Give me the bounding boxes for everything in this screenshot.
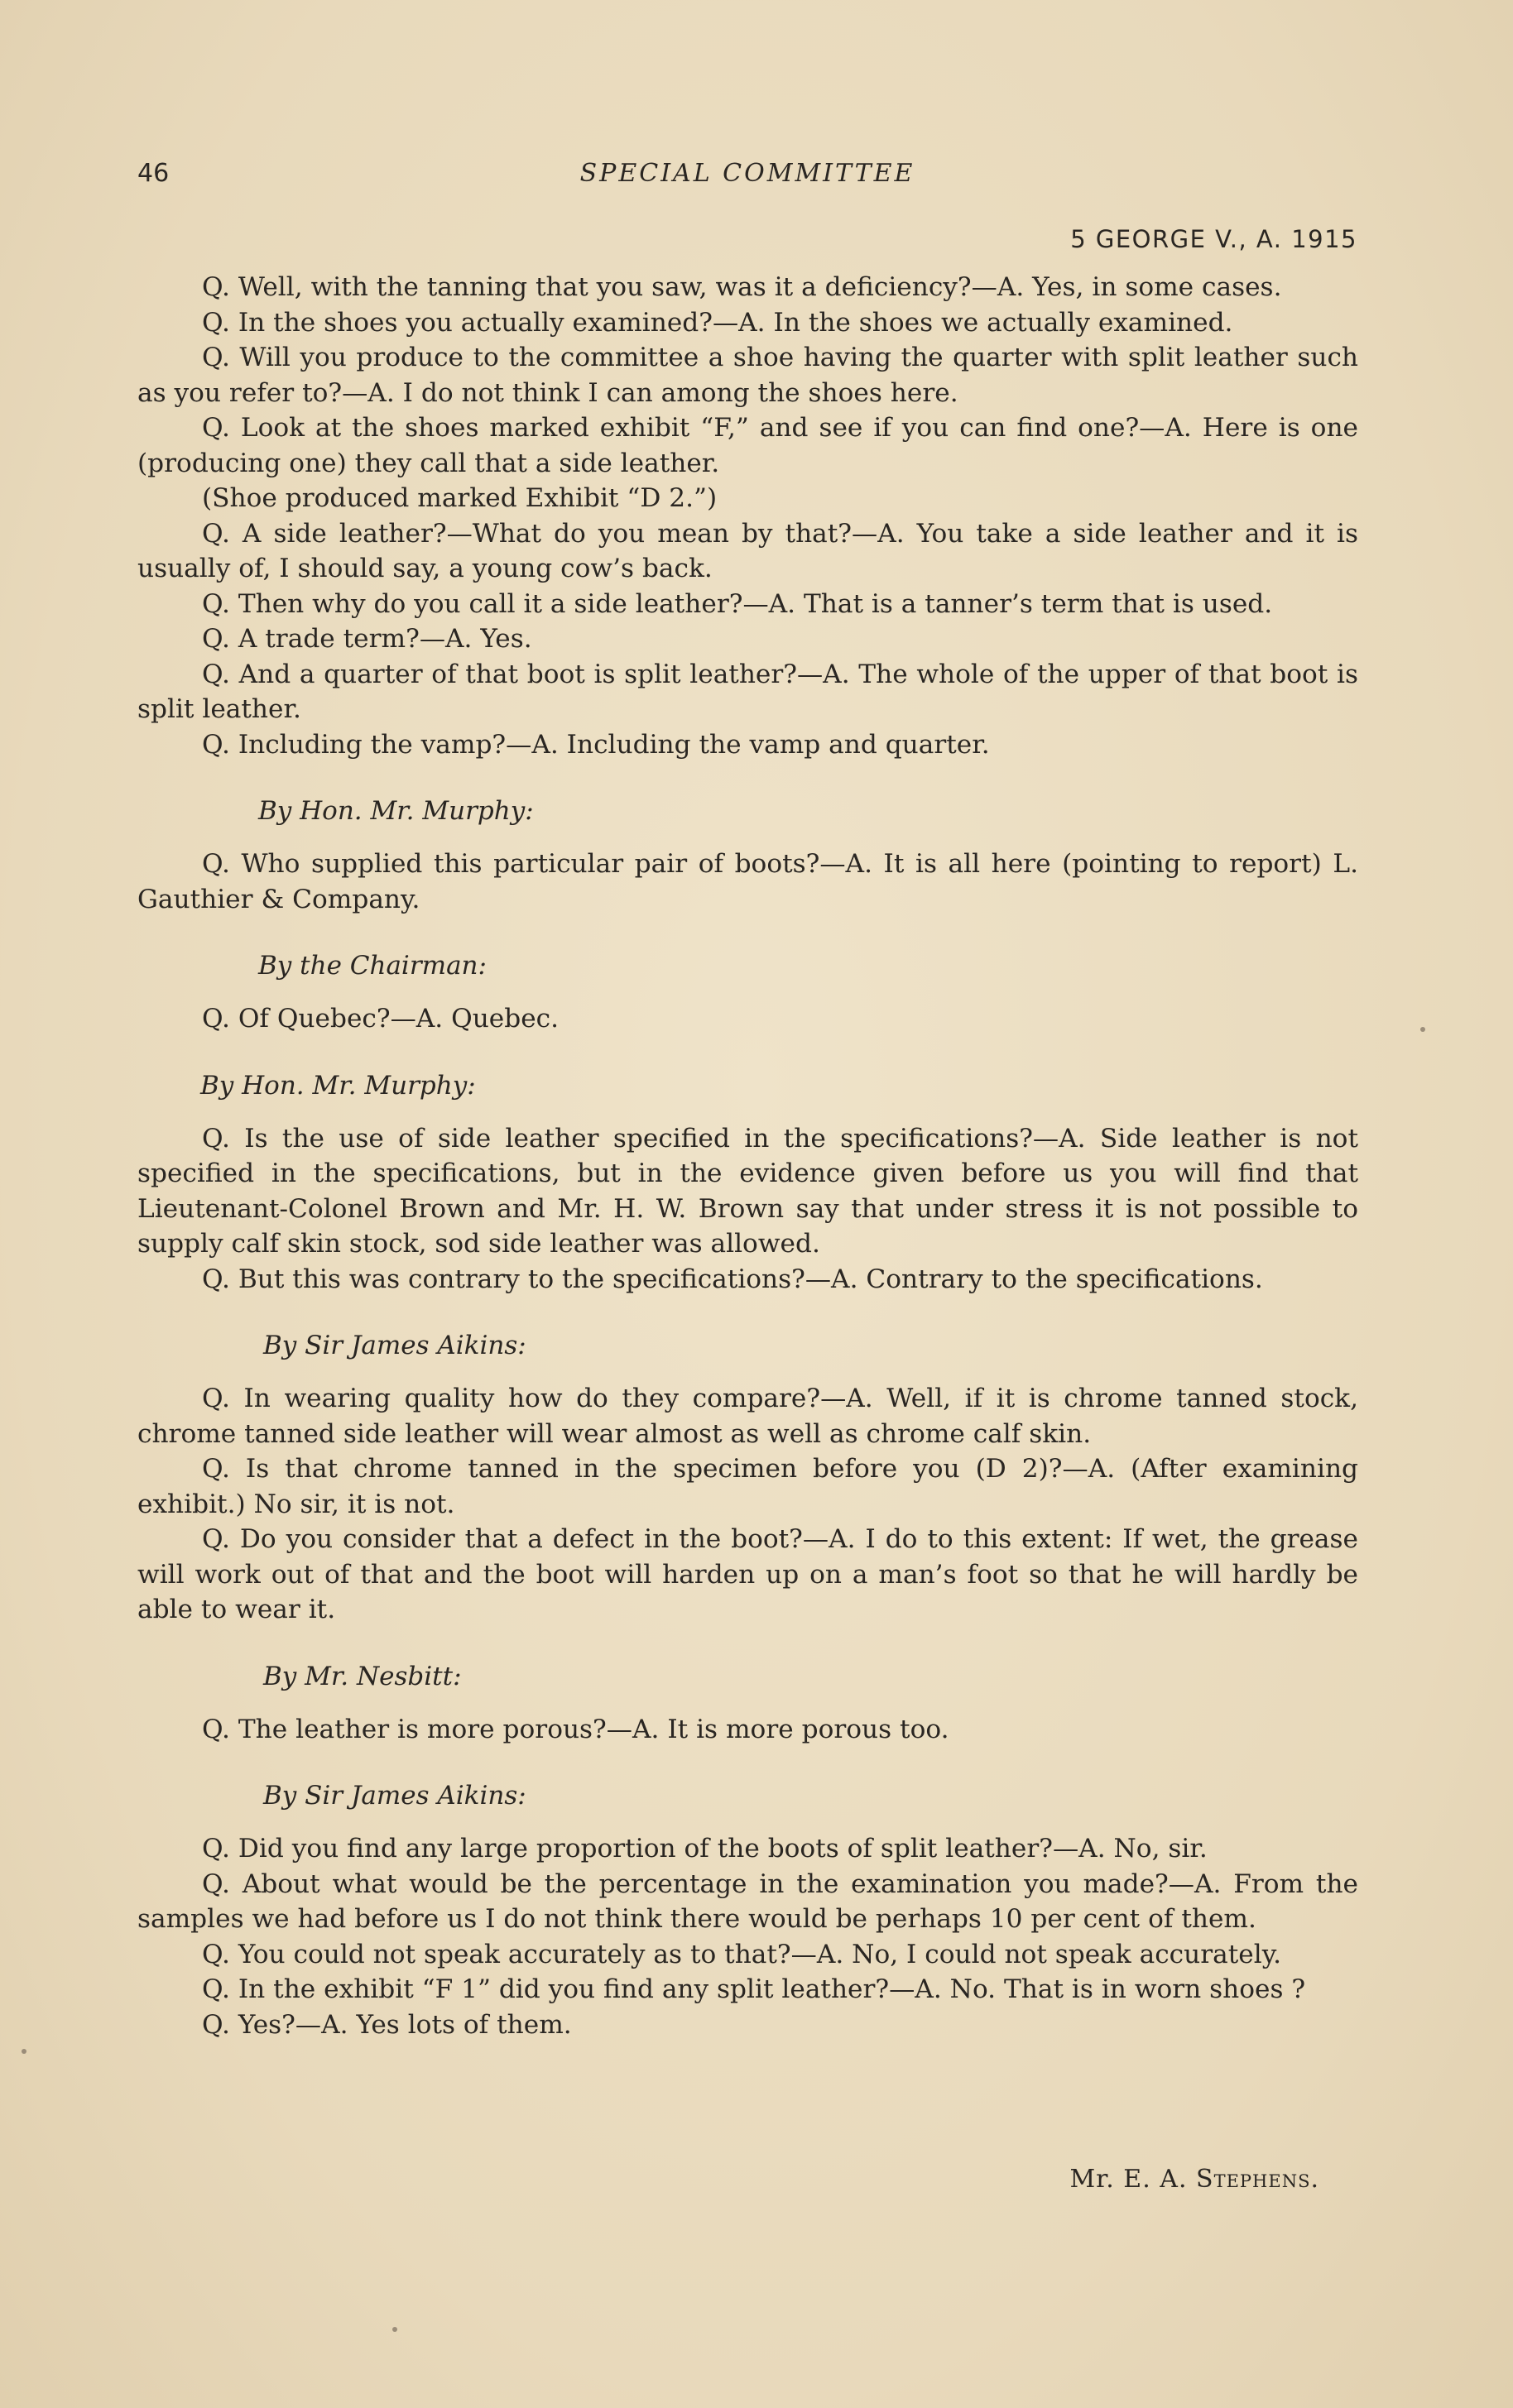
signature-surname: Stephens. [1196, 2165, 1319, 2194]
paragraph: Q. Of Quebec?—A. Quebec. [202, 1004, 560, 1034]
paragraph: Q. About what would be the percentage in the examination you made?—A. From the samples we had before us I do not think there would be perhaps 10 per cent of them. [137, 1868, 1358, 1934]
page-body [137, 270, 1358, 2042]
page-header [137, 159, 1357, 200]
paper-speck [392, 2327, 397, 2332]
speaker-heading: By Hon. Mr. Murphy: [258, 796, 534, 826]
paper-speck [22, 2049, 26, 2054]
speaker-heading: By the Chairman: [258, 951, 487, 981]
session-label: 5 GEORGE V., A. 1915 [1070, 225, 1357, 253]
signature-prefix: Mr. E. A. [1069, 2165, 1188, 2194]
paragraph: Q. Is the use of side leather specified in the specifications?—A. Side leather is not specified in the specifications, but in the evidence given before us you will find that Lieutenant-Colonel Brown and Mr. H. W. Brown say that under stress it is not possible to supply calf skin stock, sod side leather was allowed. [137, 1123, 1358, 1259]
paragraph: Q. Will you produce to the committee a shoe having the quarter with split leather such as you refer to?—A. I do not think I can among the shoes here. [137, 343, 1358, 408]
paragraph: Q. In the exhibit “F 1” did you find any split leather?—A. No. That is in worn shoes ? [202, 1974, 1306, 2004]
paragraph: Q. In the shoes you actually examined?—A. In the shoes we actually examined. [202, 307, 1233, 338]
paragraph: (Shoe produced marked Exhibit “D 2.”) [202, 483, 718, 513]
paragraph: Q. Including the vamp?—A. Including the vamp and quarter. [202, 729, 990, 760]
paragraph: Q. Well, with the tanning that you saw, was it a deficiency?—A. Yes, in some cases. [202, 272, 1282, 302]
paragraph: Q. Do you consider that a defect in the boot?—A. I do to this extent: If wet, the grease will work out of that and the boot will harden up on a man’s foot so that he will hardly be able to wear it. [137, 1524, 1358, 1624]
paragraph: Q. Then why do you call it a side leather?—A. That is a tanner’s term that is used. [202, 588, 1273, 619]
speaker-heading: By Sir James Aikins: [263, 1781, 526, 1811]
paragraph: Q. A side leather?—What do you mean by that?—A. You take a side leather and it is usually of, I should say, a young cow’s back. [137, 518, 1358, 583]
paragraph: Q. Look at the shoes marked exhibit “F,” and see if you can find one?—A. Here is one (producing one) they call that a side leather. [137, 413, 1358, 478]
paragraph: Q. Is that chrome tanned in the specimen before you (D 2)?—A. (After examining exhibit.) No sir, it is not. [137, 1454, 1358, 1519]
paragraph: Q. You could not speak accurately as to that?—A. No, I could not speak accurately. [202, 1939, 1282, 1969]
speaker-heading: By Hon. Mr. Murphy: [200, 1070, 476, 1101]
paragraph: Q. The leather is more porous?—A. It is more porous too. [202, 1714, 949, 1744]
paragraph: Q. And a quarter of that boot is split leather?—A. The whole of the upper of that boot is split leather. [137, 659, 1358, 724]
paragraph: Q. Who supplied this particular pair of boots?—A. It is all here (pointing to report) L. Gauthier & Company. [137, 849, 1358, 914]
paragraph: Q. Yes?—A. Yes lots of them. [202, 2009, 572, 2040]
paragraph: Q. But this was contrary to the specifications?—A. Contrary to the specifications. [202, 1264, 1263, 1294]
speaker-heading: By Sir James Aikins: [263, 1331, 526, 1360]
paragraph: Q. In wearing quality how do they compare?—A. Well, if it is chrome tanned stock, chrome tanned side leather will wear almost as well as chrome calf skin. [137, 1384, 1358, 1449]
paragraph: Q. Did you find any large proportion of the boots of split leather?—A. No, sir. [202, 1834, 1208, 1864]
witness-signature [1069, 2165, 1319, 2194]
speaker-heading: By Mr. Nesbitt: [263, 1661, 462, 1691]
paper-speck [1420, 1027, 1425, 1032]
page-number: 46 [137, 159, 170, 188]
paragraph: Q. A trade term?—A. Yes. [202, 624, 532, 654]
running-title: SPECIAL COMMITTEE [579, 159, 915, 188]
